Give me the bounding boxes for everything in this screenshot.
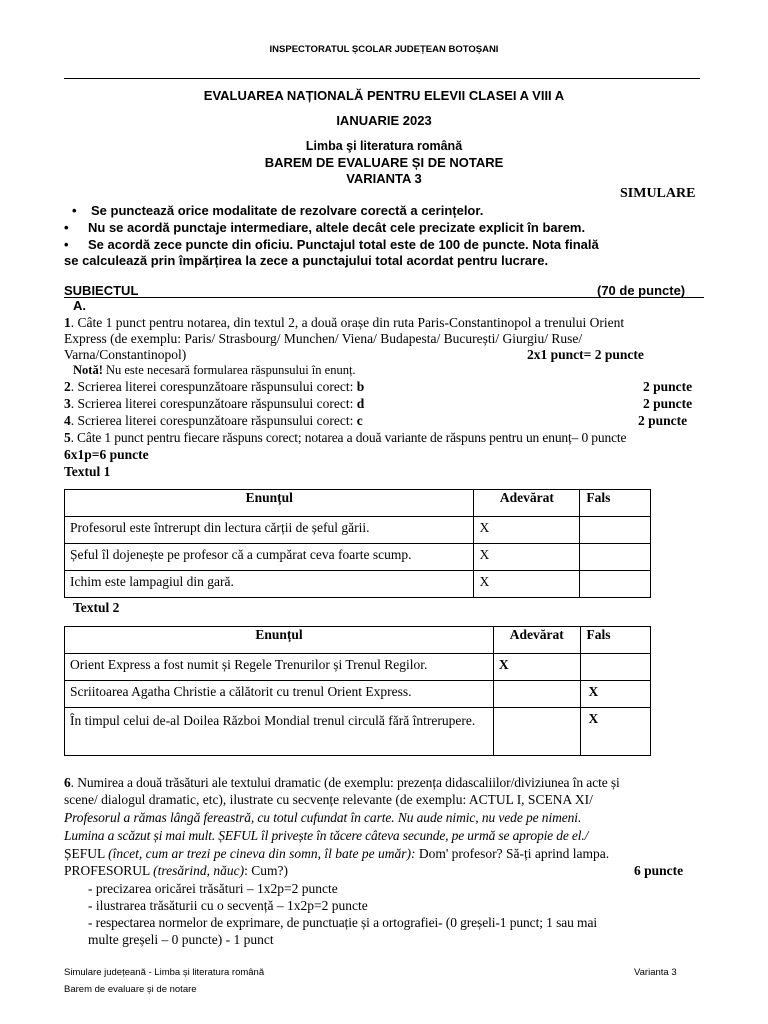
item-6-bullet-1: - precizarea oricărei trăsături – 1x2p=2 puncte bbox=[88, 881, 338, 896]
table-row bbox=[65, 681, 651, 708]
table-1-cell-fals bbox=[580, 571, 651, 598]
item-3-score: 2 puncte bbox=[643, 396, 693, 411]
footer-right: Varianta 3 bbox=[634, 967, 677, 978]
item-6-line6: PROFESORUL (tresărind, năuc): Cum?) bbox=[64, 863, 289, 878]
table-2-header-fals: Fals bbox=[580, 627, 651, 654]
item-6-line3: Profesorul a rămas lângă fereastră, cu totul cufundat în carte. Nu aude nimic, nu vede pe nimeni. bbox=[64, 810, 582, 825]
item-2-text: 2. Scrierea literei corespunzătoare răspunsului corect: b bbox=[64, 379, 365, 394]
table-1-caption: Textul 1 bbox=[64, 464, 111, 479]
variant-title: VARIANTA 3 bbox=[346, 171, 422, 186]
subject-title: Limba şi literatura română bbox=[305, 139, 463, 153]
table-2-cell-adevarat bbox=[493, 681, 580, 708]
item-6-line2: scene/ dialogul dramatic, etc), ilustrate cu secvențe relevante (de exemplu: ACTUL I, SCENA XI/ bbox=[64, 792, 593, 807]
item-5-score: 6x1p=6 puncte bbox=[64, 447, 149, 462]
item-6-bullet-2: - ilustrarea trăsăturii cu o secvență – 1x2p=2 puncte bbox=[88, 898, 368, 913]
part-a-label: A. bbox=[73, 298, 86, 313]
item-6-line4: Lumina a scăzut și mai mult. ȘEFUL îl privește în tăcere câteva secunde, pe urmă se apropie de el./ bbox=[64, 828, 589, 843]
bullet-icon: • bbox=[64, 220, 69, 235]
bullet-icon: • bbox=[72, 203, 77, 218]
table-2 bbox=[64, 626, 651, 756]
table-1 bbox=[64, 489, 651, 598]
rule-2: Nu se acordă punctaje intermediare, altele decât cele precizate explicit în barem. bbox=[88, 220, 586, 235]
table-1-cell-adevarat: X bbox=[474, 517, 580, 544]
table-row bbox=[65, 708, 651, 756]
table-row bbox=[65, 571, 651, 598]
institution-header: INSPECTORATUL ȘCOLAR JUDEȚEAN BOTOȘANI bbox=[269, 44, 499, 55]
table-2-cell-text: Scriitoarea Agatha Christie a călătorit cu trenul Orient Express. bbox=[65, 681, 494, 708]
item-6-bullet-3-line2: multe greșeli – 0 puncte) - 1 punct bbox=[88, 932, 274, 947]
table-2-cell-adevarat: X bbox=[493, 654, 580, 681]
table-2-header-adevarat: Adevărat bbox=[493, 627, 580, 654]
barem-title: BAREM DE EVALUARE ȘI DE NOTARE bbox=[264, 155, 504, 170]
footer-left-2: Barem de evaluare și de notare bbox=[64, 984, 197, 995]
table-1-cell-text: Ichim este lampagiul din gară. bbox=[65, 571, 474, 598]
subiect-label: SUBIECTUL bbox=[64, 283, 139, 298]
table-2-cell-adevarat bbox=[493, 708, 580, 756]
table-1-header-fals: Fals bbox=[580, 490, 651, 517]
table-2-cell-fals: X bbox=[580, 708, 651, 756]
item-6-score: 6 puncte bbox=[634, 863, 684, 878]
exam-date: IANUARIE 2023 bbox=[336, 113, 432, 128]
item-4-score: 2 puncte bbox=[638, 413, 688, 428]
subiect-points: (70 de puncte) bbox=[597, 283, 686, 298]
item-1-line3: Varna/Constantinopol) bbox=[64, 347, 187, 362]
table-row bbox=[65, 544, 651, 571]
table-2-caption: Textul 2 bbox=[73, 600, 120, 615]
item-1-line1: 1. Câte 1 punct pentru notarea, din textul 2, a două orașe din ruta Paris-Constantinopol a trenului Orient bbox=[64, 315, 625, 330]
item-1-score: 2x1 punct= 2 puncte bbox=[527, 347, 644, 362]
simulare-label: SIMULARE bbox=[620, 186, 696, 201]
table-1-header-enunt: Enunțul bbox=[65, 490, 474, 517]
table-row bbox=[65, 517, 651, 544]
table-1-cell-adevarat: X bbox=[474, 571, 580, 598]
table-2-cell-text: Orient Express a fost numit și Regele Trenurilor și Trenul Regilor. bbox=[65, 654, 494, 681]
item-4-text: 4. Scrierea literei corespunzătoare răspunsului corect: c bbox=[64, 413, 363, 428]
table-1-cell-text: Șeful îl dojenește pe profesor că a cumpărat ceva foarte scump. bbox=[65, 544, 474, 571]
table-1-cell-fals bbox=[580, 517, 651, 544]
rule-3-line1: Se acordă zece puncte din oficiu. Punctajul total este de 100 de puncte. Nota finală bbox=[88, 237, 599, 252]
item-3-text: 3. Scrierea literei corespunzătoare răspunsului corect: d bbox=[64, 396, 365, 411]
table-1-header-adevarat: Adevărat bbox=[474, 490, 580, 517]
table-1-cell-text: Profesorul este întrerupt din lectura cărții de șeful gării. bbox=[65, 517, 474, 544]
exam-title: EVALUAREA NAȚIONALĂ PENTRU ELEVII CLASEI A VIII A bbox=[203, 88, 565, 103]
header-rule bbox=[64, 78, 700, 79]
bullet-icon: • bbox=[64, 237, 69, 252]
rule-3-line2: se calculează prin împărțirea la zece a punctajului total acordat pentru lucrare. bbox=[64, 253, 549, 268]
item-1-line2: Express (de exemplu: Paris/ Strasbourg/ Munchen/ Viena/ Budapesta/ București/ Giurgiu/ Ruse/ bbox=[64, 331, 583, 346]
table-1-cell-fals bbox=[580, 544, 651, 571]
item-6-bullet-3-line1: - respectarea normelor de exprimare, de punctuație și a ortografiei- (0 greșeli-1 punct; 1 sau mai bbox=[88, 915, 597, 930]
item-6-line1: 6. Numirea a două trăsături ale textului dramatic (de exemplu: prezența didascaliilor/diviziunea în acte și bbox=[64, 775, 620, 790]
item-2-score: 2 puncte bbox=[643, 379, 693, 394]
table-2-cell-fals: X bbox=[580, 681, 651, 708]
table-2-cell-text: În timpul celui de-al Doilea Război Mondial trenul circulă fără întrerupere. bbox=[65, 708, 494, 756]
table-2-header-enunt: Enunțul bbox=[65, 627, 494, 654]
table-row bbox=[65, 654, 651, 681]
rule-1: Se punctează orice modalitate de rezolvare corectă a cerințelor. bbox=[91, 203, 484, 218]
table-2-cell-fals bbox=[580, 654, 651, 681]
subiect-underline bbox=[64, 297, 704, 298]
item-6-line5: ȘEFUL (încet, cum ar trezi pe cineva din somn, îl bate pe umăr): Dom' profesor? Să-ți aprind lampa. bbox=[64, 846, 610, 861]
nota-line: Notă! Nu este necesară formularea răspunsului în enunț. bbox=[73, 363, 356, 377]
item-5-text: 5. Câte 1 punct pentru fiecare răspuns corect; notarea a două variante de răspuns pentru un enunț– 0 puncte bbox=[64, 430, 627, 445]
footer-left-1: Simulare județeană - Limba și literatura română bbox=[64, 967, 265, 978]
table-1-cell-adevarat: X bbox=[474, 544, 580, 571]
